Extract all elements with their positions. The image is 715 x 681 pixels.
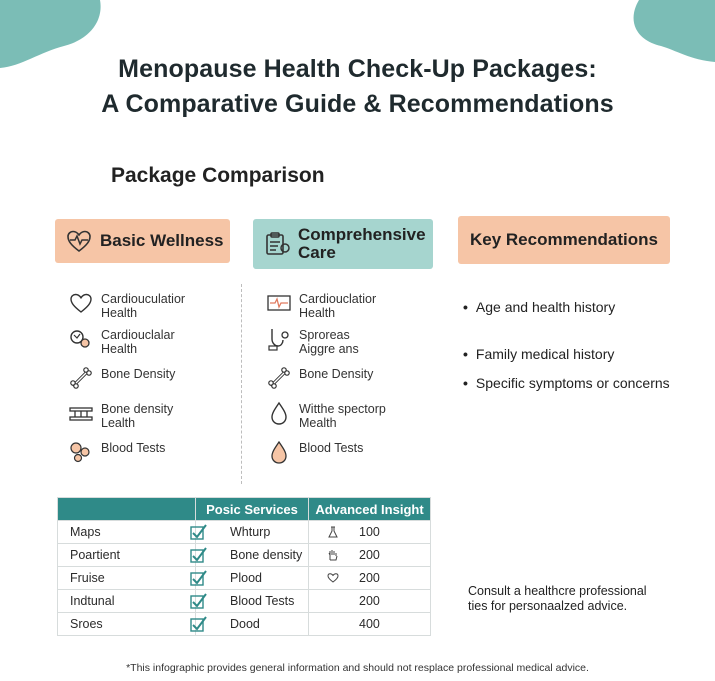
- basic-item-3-label: Bone Density: [101, 367, 176, 381]
- row-name: Indtunal: [58, 590, 196, 613]
- table-row: [58, 544, 431, 567]
- basic-item-4: [68, 402, 218, 430]
- comp-item-5: [266, 441, 426, 465]
- bullet-dot-icon: •: [463, 375, 468, 391]
- stethoscope-icon: [68, 326, 94, 352]
- table-header-row: [58, 498, 431, 521]
- row-value: 200: [359, 594, 380, 608]
- basic-item-5: [68, 441, 218, 465]
- row-value: 100: [359, 525, 380, 539]
- ecg-monitor-icon: [266, 290, 292, 316]
- comprehensive-care-label: Comprehensive Care: [298, 225, 426, 262]
- check-icon: [190, 593, 207, 609]
- recommendation-1: [463, 299, 615, 315]
- basic-item-4-label: Bone density Lealth: [101, 402, 174, 430]
- stethoscope-icon: [266, 326, 292, 352]
- basic-item-2-label: Cardiouclalar Health: [101, 328, 175, 356]
- hand-icon: [327, 549, 339, 561]
- comprehensive-care-header: [253, 219, 433, 269]
- cells-icon: [68, 439, 94, 465]
- page-title-line1: Menopause Health Check-Up Packages:: [118, 55, 597, 83]
- table-row: [58, 590, 431, 613]
- comp-item-3: [266, 367, 426, 391]
- bullet-dot-icon: •: [463, 299, 468, 315]
- row-service: Whturp: [230, 525, 271, 539]
- table-row: [58, 613, 431, 636]
- heart-icon: [68, 290, 94, 316]
- table-header-insight: Advanced Insight: [309, 498, 431, 521]
- basic-item-5-label: Blood Tests: [101, 441, 166, 455]
- key-recommendations-header: [458, 216, 670, 264]
- comp-item-5-label: Blood Tests: [299, 441, 364, 455]
- recommendation-3: [463, 375, 670, 391]
- recommendation-3-label: Specific symptoms or concerns: [475, 375, 670, 391]
- row-value: 200: [359, 571, 380, 585]
- recommendation-2: [463, 346, 614, 362]
- row-service-cell: [196, 521, 309, 544]
- flask-icon: [327, 526, 339, 538]
- row-value-cell: [309, 613, 431, 636]
- row-service: Dood: [230, 617, 260, 631]
- row-service-cell: [196, 590, 309, 613]
- column-divider: [241, 284, 242, 484]
- comp-item-3-label: Bone Density: [299, 367, 374, 381]
- row-value-cell: [309, 544, 431, 567]
- basic-item-1: [68, 292, 218, 320]
- scale-icon: [68, 400, 94, 426]
- comparison-table: [57, 497, 431, 636]
- basic-wellness-header: [55, 219, 230, 263]
- check-icon: [190, 524, 207, 540]
- page-title-line2: A Comparative Guide & Recommendations: [101, 90, 614, 118]
- comp-item-2-label: Sproreas Aiggre ans: [299, 328, 359, 356]
- row-value: 400: [359, 617, 380, 631]
- drop-outline-icon: [266, 400, 292, 426]
- row-service-cell: [196, 613, 309, 636]
- row-value-cell: [309, 567, 431, 590]
- row-service: Bone density: [230, 548, 303, 562]
- row-service: Plood: [230, 571, 262, 585]
- basic-item-3: [68, 367, 218, 391]
- clipboard-icon: [263, 230, 291, 258]
- table-row: [58, 567, 431, 590]
- consult-note: Consult a healthcre professional ties for personaalzed advice.: [468, 584, 647, 613]
- row-value-cell: [309, 521, 431, 544]
- row-name: Fruise: [58, 567, 196, 590]
- recommendation-1-label: Age and health history: [475, 299, 616, 315]
- table-row: [58, 521, 431, 544]
- check-icon: [190, 547, 207, 563]
- comp-item-2: [266, 328, 426, 356]
- recommendation-2-label: Family medical history: [475, 346, 615, 362]
- comp-item-4-label: Witthe spectorp Mealth: [299, 402, 386, 430]
- section-title: Package Comparison: [111, 164, 325, 187]
- heart-icon: [327, 572, 339, 584]
- row-name: Maps: [58, 521, 196, 544]
- key-recommendations-label: Key Recommendations: [470, 230, 658, 249]
- basic-item-2: [68, 328, 218, 356]
- bone-icon: [68, 365, 94, 391]
- check-icon: [190, 570, 207, 586]
- row-name: Poartient: [58, 544, 196, 567]
- row-value-cell: [309, 590, 431, 613]
- basic-wellness-label: Basic Wellness: [100, 231, 224, 250]
- check-icon: [190, 616, 207, 632]
- heart-pulse-icon: [65, 227, 93, 255]
- table-header-blank: [58, 498, 196, 521]
- bullet-dot-icon: •: [463, 346, 468, 362]
- comp-item-1-label: Cardiouclatior Health: [299, 292, 377, 320]
- blood-drop-icon: [266, 439, 292, 465]
- row-service-cell: [196, 567, 309, 590]
- basic-item-1-label: Cardiouculatior Health: [101, 292, 186, 320]
- row-service-cell: [196, 544, 309, 567]
- comp-item-4: [266, 402, 426, 430]
- comp-item-1: [266, 292, 426, 320]
- bone-icon: [266, 365, 292, 391]
- row-name: Sroes: [58, 613, 196, 636]
- table-header-services: Posic Services: [196, 498, 309, 521]
- row-value: 200: [359, 548, 380, 562]
- footnote: *This infographic provides general information and should not resplace professional medical advice.: [126, 662, 589, 674]
- row-service: Blood Tests: [230, 594, 295, 608]
